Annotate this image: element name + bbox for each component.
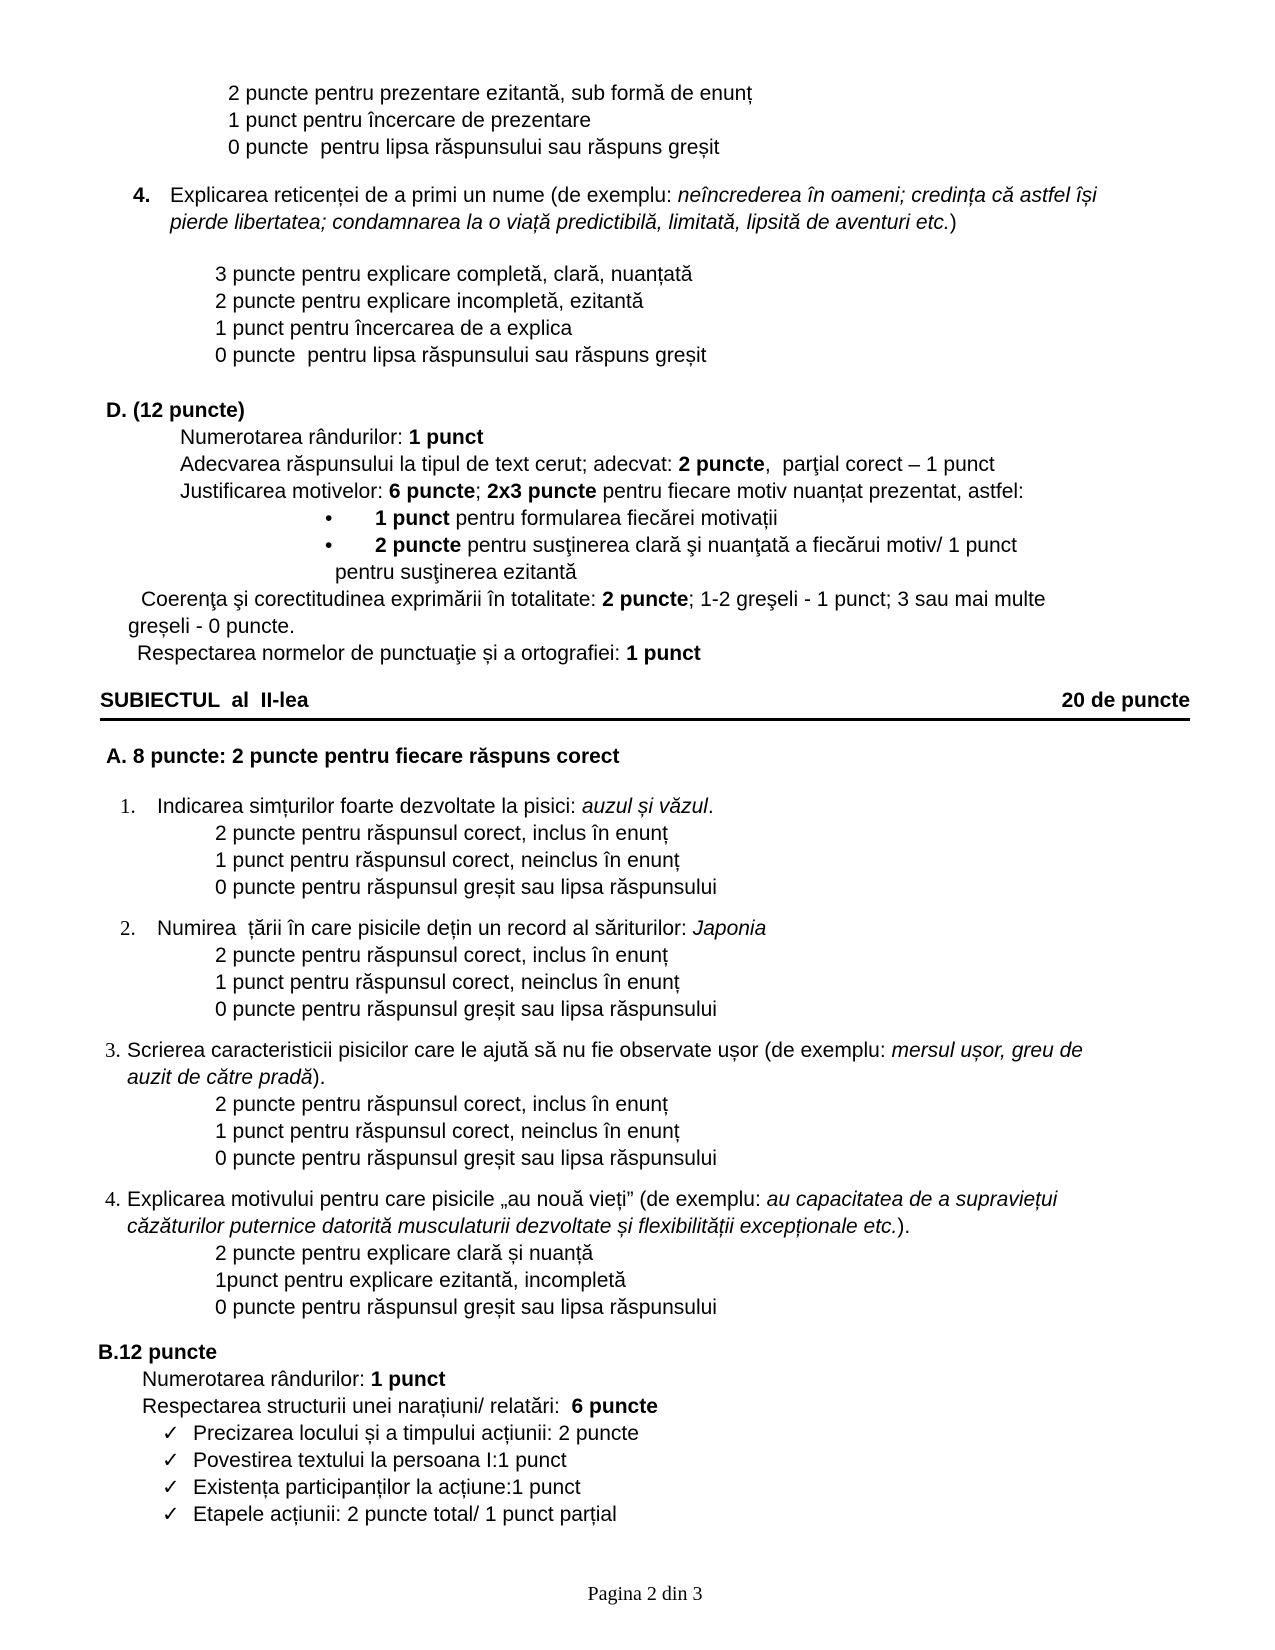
bullet-continuation: pentru susţinerea ezitantă (335, 561, 577, 584)
check-text: Etapele acțiunii: 2 puncte total/ 1 punct parțial (193, 1503, 617, 1526)
criterion-line (142, 1366, 1190, 1393)
item-text: Explicarea reticenței de a primi un nume (de exemplu: (170, 184, 678, 207)
item-text: Explicarea motivului pentru care pisicile „au nouă vieți” (de exemplu: (127, 1188, 767, 1211)
rubric-line (215, 261, 1190, 288)
criterion-line (180, 451, 1190, 478)
rubric-line: 2 puncte pentru răspunsul corect, inclus în enunț (215, 1093, 668, 1116)
bullet-icon: • (325, 507, 333, 530)
list-item-line (133, 182, 1190, 209)
bullet-text (375, 532, 1190, 559)
checkmark-icon: ✓ (162, 1449, 180, 1472)
points-bold: 1 punct (408, 426, 484, 449)
item-number: 1. (120, 794, 136, 818)
rubric-block (215, 1091, 1137, 1172)
points-bold: 6 puncte (571, 1395, 658, 1418)
item-number: 4. (105, 1187, 121, 1211)
rubric-line: 1 punct pentru răspunsul corect, neinclus în enunț (215, 1120, 680, 1143)
criterion-line (180, 478, 1190, 505)
list-item-line (170, 209, 1190, 236)
rubric-line: 1punct pentru explicare ezitantă, incompletă (215, 1269, 626, 1292)
check-item (162, 1474, 1190, 1501)
list-item-line (105, 1186, 1137, 1213)
item-answer-italic: au capacitatea de a supraviețui (766, 1188, 1058, 1211)
item-text: Scrierea caracteristicii pisicilor care le ajută să nu fie observate ușor (de exemplu: (127, 1039, 892, 1062)
item-answer-italic: căzăturilor puternice datorită musculaturii dezvoltate și flexibilității excepționale etc. (127, 1215, 898, 1238)
list-item-line (105, 1037, 1137, 1064)
section-d-heading: D. (12 puncte) (106, 399, 245, 422)
rubric-block (215, 942, 1190, 1023)
points-bold: 6 puncte (388, 480, 476, 503)
check-text: Povestirea textului la persoana I:1 punct (193, 1449, 567, 1472)
rubric-line: 2 puncte pentru răspunsul corect, inclus în enunț (215, 944, 668, 967)
list-item (120, 915, 1190, 1023)
criterion-text: Respectarea normelor de punctuaţie și a ortografiei: (137, 642, 627, 665)
rubric-line (215, 288, 1190, 315)
criterion-text: , parţial corect – 1 punct (764, 453, 995, 476)
item-example-italic: neîncrederea în oameni; credința că astfel își (677, 184, 1097, 207)
rubric-text: 3 puncte pentru explicare completă, clară, nuanțată (215, 263, 693, 286)
item-text: ). (897, 1215, 911, 1238)
rubric-line (215, 315, 1190, 342)
criterion-continuation: greșeli - 0 puncte. (128, 615, 295, 638)
points-bold: 1 punct (370, 1368, 446, 1391)
criterion-text: Numerotarea rândurilor: (142, 1368, 371, 1391)
rubric-block (215, 1240, 1137, 1321)
rubric-line: 0 puncte pentru răspunsul greșit sau lipsa răspunsului (215, 998, 717, 1021)
list-item (105, 1186, 1137, 1321)
item-number: 4. (133, 184, 151, 207)
criterion-text: pentru susţinerea clară şi nuanţată a fiecărui motiv/ 1 punct (461, 534, 1017, 557)
list-item-line (127, 1064, 1137, 1091)
checkmark-icon: ✓ (162, 1503, 180, 1526)
rubric-line (228, 107, 1190, 134)
criterion-text: Adecvarea răspunsului la tipul de text cerut; adecvat: (180, 453, 679, 476)
item-text: ). (312, 1066, 326, 1089)
rubric-text: 1 punct pentru încercarea de a explica (215, 317, 573, 340)
subject2-title: SUBIECTUL al II-lea (100, 689, 309, 712)
bullet-item (325, 505, 1190, 532)
rubric-text: 2 puncte pentru prezentare ezitantă, sub formă de enunț (228, 82, 753, 105)
criterion-text: ; (475, 480, 487, 503)
list-item (133, 182, 1190, 236)
checkmark-icon: ✓ (162, 1476, 180, 1499)
list-item-line (127, 1213, 1137, 1240)
rubric-line: 2 puncte pentru răspunsul corect, inclus în enunț (215, 822, 668, 845)
rubric-line: 0 puncte pentru răspunsul greșit sau lipsa răspunsului (215, 876, 717, 899)
rubric-text: 0 puncte pentru lipsa răspunsului sau răspuns greșit (215, 344, 707, 367)
check-item (162, 1501, 1190, 1528)
check-text: Existența participanților la acțiune:1 punct (193, 1476, 581, 1499)
rubric-line: 1 punct pentru răspunsul corect, neinclus în enunț (215, 971, 680, 994)
item-text: . (707, 795, 714, 818)
points-bold: 2 puncte (375, 534, 462, 557)
criterion-text: Coerenţa şi corectitudinea exprimării în totalitate: (141, 588, 603, 611)
rubric-text: 1 punct pentru încercare de prezentare (228, 109, 592, 132)
item-example-italic: pierde libertatea; condamnarea la o viață predictibilă, limitată, lipsită de aventuri etc. (170, 211, 950, 234)
points-bold: 2x3 puncte (486, 480, 597, 503)
points-bold: 1 punct (626, 642, 701, 665)
rubric-line: 1 punct pentru răspunsul corect, neinclus în enunț (215, 849, 680, 872)
criterion-text: Justificarea motivelor: (180, 480, 389, 503)
item-answer-italic: auzul și văzul (581, 795, 708, 818)
rubric-line: 0 puncte pentru răspunsul greșit sau lipsa răspunsului (215, 1296, 717, 1319)
item-number: 3. (105, 1038, 121, 1062)
criterion-line (141, 586, 1190, 613)
criterion-line (137, 640, 1190, 667)
check-item (162, 1447, 1190, 1474)
criterion-text: pentru fiecare motiv nuanțat prezentat, astfel: (596, 480, 1024, 503)
rubric-text: 0 puncte pentru lipsa răspunsului sau răspuns greșit (228, 136, 720, 159)
checkmark-icon: ✓ (162, 1422, 180, 1445)
rubric-line: 0 puncte pentru răspunsul greșit sau lipsa răspunsului (215, 1147, 717, 1170)
item-text: ) (949, 211, 957, 234)
item-text: Numirea țării în care pisicile dețin un record al săriturilor: (157, 917, 693, 940)
criterion-text: Numerotarea rândurilor: (180, 426, 409, 449)
check-text: Precizarea locului și a timpului acțiunii: 2 puncte (193, 1422, 639, 1445)
page-number-footer: Pagina 2 din 3 (587, 1583, 703, 1605)
item-answer-italic: auzit de către pradă (127, 1066, 313, 1089)
points-bold: 2 puncte (678, 453, 765, 476)
item-text: Indicarea simțurilor foarte dezvoltate la pisici: (157, 795, 582, 818)
list-item (105, 1037, 1137, 1172)
item-number: 2. (120, 916, 136, 940)
rubric-line: 2 puncte pentru explicare clară și nuanță (215, 1242, 594, 1265)
points-bold: 2 puncte (602, 588, 689, 611)
item-answer-italic: mersul ușor, greu de (891, 1039, 1083, 1062)
section-b-heading: B.12 puncte (98, 1341, 218, 1364)
rubric-line (215, 342, 1190, 369)
rubric-block (100, 261, 1190, 369)
subject2-points: 20 de puncte (1061, 689, 1190, 712)
list-item (120, 793, 1190, 901)
rubric-line (228, 134, 1190, 161)
criterion-line (142, 1393, 1190, 1420)
rubric-block-top (100, 80, 1190, 161)
criterion-line (180, 424, 1190, 451)
bullet-item (325, 532, 1190, 559)
points-bold: 1 punct (375, 507, 450, 530)
criterion-text: pentru formularea fiecărei motivații (449, 507, 778, 530)
bullet-text (375, 505, 1190, 532)
criterion-text: Respectarea structurii unei narațiuni/ relatări: (142, 1395, 572, 1418)
rubric-line (228, 80, 1190, 107)
subject2-header (100, 687, 1190, 714)
list-item-line (120, 793, 1190, 820)
check-item (162, 1420, 1190, 1447)
rubric-text: 2 puncte pentru explicare incompletă, ezitantă (215, 290, 644, 313)
criterion-text: ; 1-2 greşeli - 1 punct; 3 sau mai multe (688, 588, 1046, 611)
list-item-line (120, 915, 1190, 942)
section-a-heading: A. 8 puncte: 2 puncte pentru fiecare răspuns corect (106, 745, 620, 768)
section-divider (100, 718, 1190, 721)
bullet-icon: • (325, 534, 333, 557)
item-answer-italic: Japonia (692, 917, 767, 940)
rubric-block (215, 820, 1190, 901)
